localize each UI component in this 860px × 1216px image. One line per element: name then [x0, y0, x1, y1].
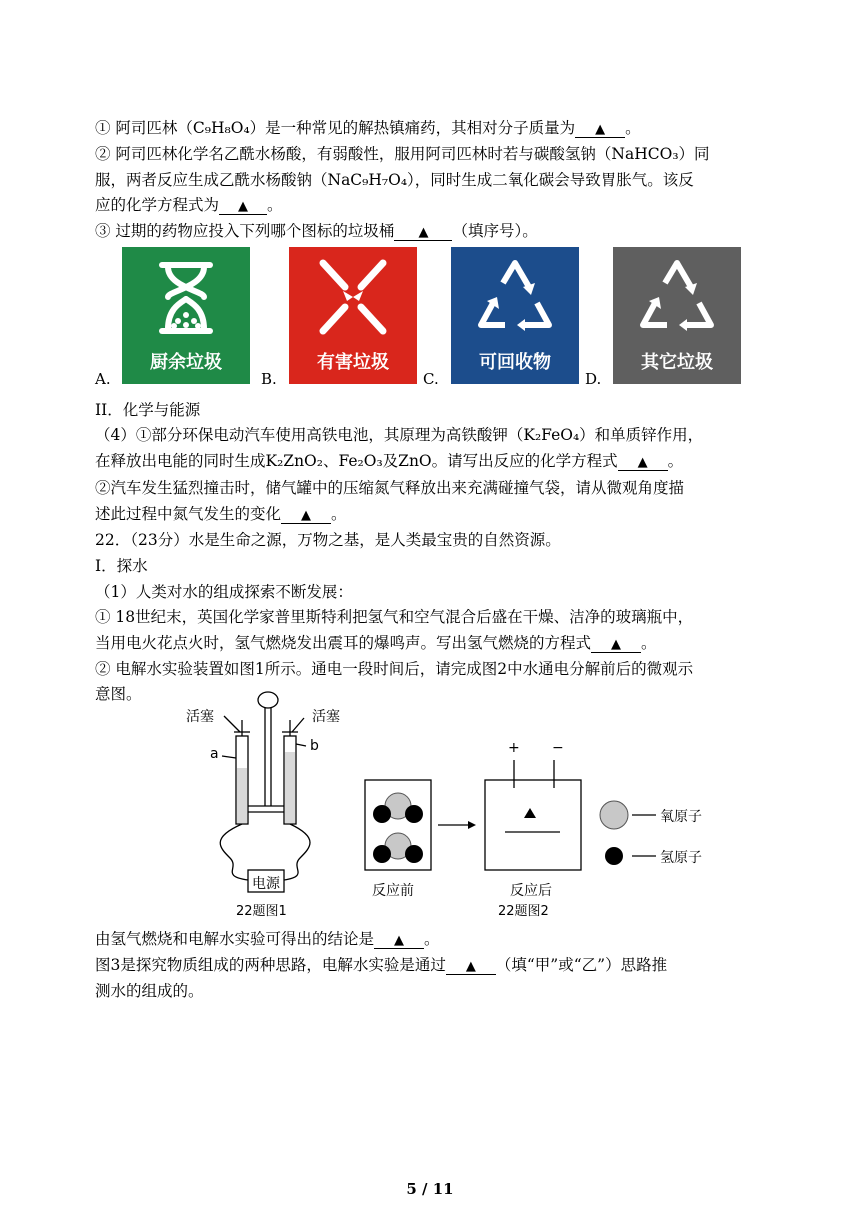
q22-p2: 当用电火花点火时，氢气燃烧发出震耳的爆鸣声。写出氢气燃烧的方程式 ▲ 。	[95, 634, 657, 652]
section-2-title: II．化学与能源	[95, 401, 201, 419]
s2-line2: 在释放出电能的同时生成K₂ZnO₂、Fe₂O₃及ZnO。请写出反应的化学方程式 ▲ 。	[95, 452, 684, 470]
hazardous-waste-icon[interactable]	[289, 247, 417, 384]
option-b: B.	[261, 370, 277, 388]
option-c: C.	[423, 370, 439, 388]
answer-blank[interactable]: ▲	[219, 200, 267, 215]
q22-conclusion2: 图3是探究物质组成的两种思路，电解水实验是通过 ▲ （填“甲”或“乙”）思路推	[95, 956, 668, 974]
q21-line3: 服，两者反应生成乙酰水杨酸钠（NaC₉H₇O₄），同时生成二氧化碳会导致胃胀气。该反	[95, 171, 694, 189]
figure-1-caption: 22题图1	[236, 904, 287, 919]
figure-1	[180, 688, 360, 920]
q22-conclusion3: 测水的组成的。	[95, 982, 204, 1000]
answer-blank[interactable]: ▲	[591, 638, 641, 653]
answer-blank[interactable]: ▲	[281, 509, 331, 524]
power-label: 电源	[252, 876, 280, 892]
answer-blank[interactable]: ▲	[446, 960, 496, 975]
figure-2	[360, 740, 780, 920]
answer-blank[interactable]: ▲	[394, 226, 452, 241]
page-number: 5 / 11	[406, 1180, 454, 1198]
microscopic-diagram	[360, 740, 780, 920]
s2-line4: 述此过程中氮气发生的变化 ▲ 。	[95, 505, 347, 523]
q22-p4: 意图。	[95, 685, 142, 703]
q21-line4: 应的化学方程式为 ▲ 。	[95, 196, 283, 214]
bin-label: 其它垃圾	[641, 352, 713, 373]
valve-right-label: 活塞	[312, 709, 340, 725]
answer-blank[interactable]: ▲	[575, 123, 625, 138]
tube-b-label: b	[310, 738, 319, 754]
q22-title: 22．（23分）水是生命之源，万物之基，是人类最宝贵的自然资源。	[95, 531, 561, 549]
q22-p1: ① 18世纪末，英国化学家普里斯特利把氢气和空气混合后盛在干燥、洁净的玻璃瓶中，	[95, 608, 694, 626]
q22-sub1: （1）人类对水的组成探索不断发展：	[95, 583, 353, 601]
answer-blank[interactable]: ▲	[374, 934, 424, 949]
kitchen-waste-icon[interactable]	[122, 247, 250, 384]
s2-line1: （4）①部分环保电动汽车使用高铁电池，其原理为高铁酸钾（K₂FeO₄）和单质锌作用，	[95, 426, 704, 444]
positive-terminal: +	[508, 740, 520, 756]
other-waste-icon[interactable]	[613, 247, 741, 384]
q21-line2: ② 阿司匹林化学名乙酰水杨酸，有弱酸性，服用阿司匹林时若与碳酸氢钠（NaHCO₃）同	[95, 145, 710, 163]
before-label: 反应前	[372, 883, 414, 899]
q22-p3: ② 电解水实验装置如图1所示。通电一段时间后，请完成图2中水通电分解前后的微观示	[95, 660, 694, 678]
q22-section: I．探水	[95, 557, 148, 575]
after-label: 反应后	[510, 883, 552, 899]
valve-left-label: 活塞	[186, 709, 214, 725]
option-d: D.	[585, 370, 602, 388]
q21-line5: ③ 过期的药物应投入下列哪个图标的垃圾桶 ▲ （填序号）。	[95, 222, 538, 240]
hydrogen-atom-label: 氢原子	[660, 850, 702, 866]
s2-line3: ②汽车发生猛烈撞击时，储气罐中的压缩氮气释放出来充满碰撞气袋，请从微观角度描	[95, 479, 685, 497]
bin-label: 有害垃圾	[317, 352, 389, 373]
bin-label: 可回收物	[479, 352, 551, 373]
figure-2-caption: 22题图2	[498, 904, 549, 919]
bin-label: 厨余垃圾	[150, 352, 222, 373]
recyclable-icon[interactable]	[451, 247, 579, 384]
tube-a-label: a	[210, 746, 219, 762]
negative-terminal: −	[552, 740, 564, 756]
q21-line1: ① 阿司匹林（C₉H₈O₄）是一种常见的解热镇痛药，其相对分子质量为 ▲ 。	[95, 119, 641, 137]
oxygen-atom-label: 氧原子	[660, 809, 702, 825]
q22-conclusion1: 由氢气燃烧和电解水实验可得出的结论是 ▲ 。	[95, 930, 440, 948]
option-a: A.	[95, 370, 111, 388]
answer-blank[interactable]: ▲	[618, 456, 668, 471]
